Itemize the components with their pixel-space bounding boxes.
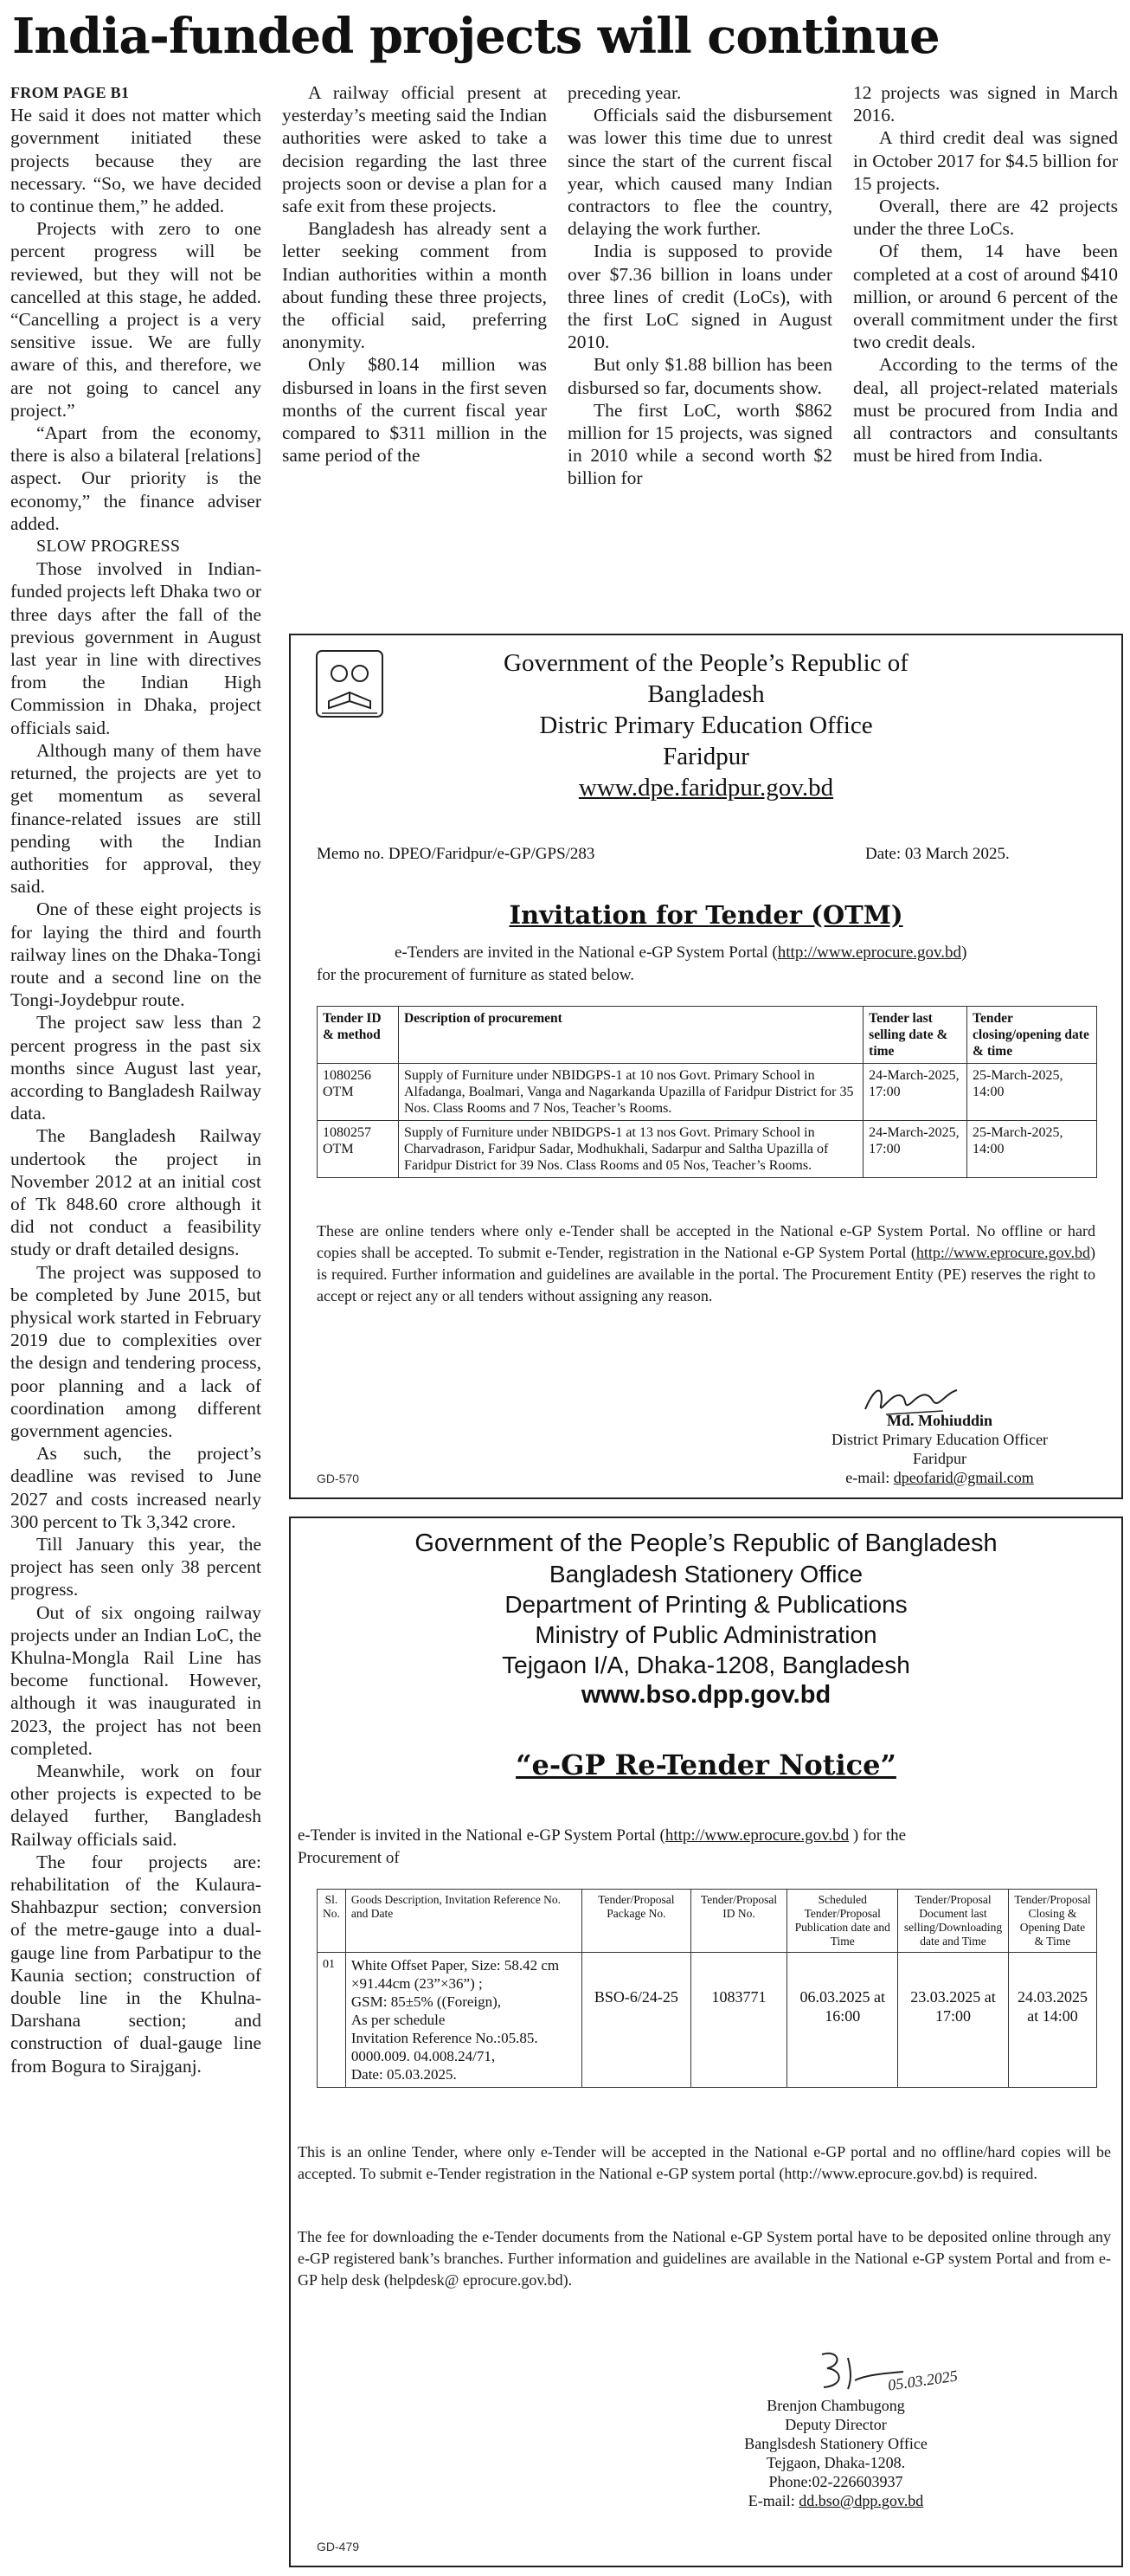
- memo-date: Date: 03 March 2025.: [865, 845, 1010, 863]
- signature-date: 05.03.2025: [886, 2367, 959, 2394]
- note-text: ) is required. Further information and guidelines are available in the portal. The Procurement Entity (PE) reserves the right to accept or reject any or all tenders without assigning any reason.: [317, 1244, 1095, 1304]
- email-line: [706, 2491, 966, 2510]
- tender-intro: [395, 942, 1104, 963]
- intro-text: ): [961, 943, 967, 962]
- column-header: Scheduled Tender/Proposal Publication date and Time: [787, 1890, 898, 1953]
- signatory-title: District Primary Education Officer: [831, 1431, 1049, 1448]
- paragraph: preceding year.: [568, 82, 682, 103]
- description-line: As per schedule: [350, 2012, 446, 2028]
- ad-code: GD-479: [317, 2540, 360, 2553]
- header-line: Bangladesh Stationery Office: [549, 1561, 864, 1587]
- column-header: Tender/Proposal Closing & Opening Date & Time: [1008, 1890, 1096, 1953]
- eprocure-link[interactable]: http://www.eprocure.gov.bd: [665, 1826, 850, 1845]
- website-link[interactable]: www.bso.dpp.gov.bd: [581, 1681, 831, 1709]
- paragraph: According to the terms of the deal, all project-related materials must be procured from India and all contractors and consultants must be hired from India.: [853, 354, 1118, 467]
- paragraph: One of these eight projects is for laying the third and fourth railway lines on the Dhaka-Tongi route and a second line on the Tongi-Joydebpur route.: [10, 898, 261, 1011]
- paragraph: The four projects are: rehabilitation of the Kulaura-Shahbazpur section; conversion of the metre-gauge into a dual-gauge line from Parbatipur to the Kaunia section; construction of double line in the Khulna-Darshana section; and construction of dual-gauge line from Bogura to Sirajganj.: [10, 1851, 261, 2077]
- paragraph: The project saw less than 2 percent progress in the past six months since August last year, according to Bangladesh Railway data.: [10, 1012, 261, 1124]
- closing-cell: 25-March-2025, 14:00: [967, 1064, 1097, 1121]
- paragraph: Till January this year, the project has seen only 38 percent progress.: [10, 1534, 261, 1600]
- header-line: Distric Primary Education Office: [539, 712, 873, 739]
- tender-id: 1080257: [323, 1125, 371, 1140]
- publication-cell: 06.03.2025 at 16:00: [787, 1953, 898, 2088]
- description-line: Invitation Reference No.:05.85. 0000.009. 04.008.24/71,: [350, 2030, 538, 2064]
- email-link[interactable]: dd.bso@dpp.gov.bd: [799, 2492, 924, 2509]
- dateline: FROM PAGE B1: [10, 84, 130, 101]
- header-line: Government of the People’s Republic of: [504, 649, 908, 677]
- signatory-title: Deputy Director: [785, 2416, 887, 2433]
- description-line: Date: 05.03.2025.: [350, 2066, 457, 2083]
- article-column-1: [10, 81, 261, 2077]
- ad-header: [291, 1529, 1121, 1710]
- tender-notice-dpe-faridpur: [289, 634, 1123, 1499]
- eprocure-link[interactable]: http://www.eprocure.gov.bd: [777, 943, 962, 962]
- paragraph: Those involved in Indian-funded projects left Dhaka two or three days after the fall of the previous government in August last year in line with directives from the Indian High Commission in Dhaka, project officials said.: [10, 558, 261, 738]
- ad-code: GD-570: [317, 1472, 360, 1485]
- intro-text: ) for the: [849, 1826, 907, 1845]
- closing-cell: 24.03.2025 at 14:00: [1008, 1953, 1096, 2088]
- note-text: These are online tenders where only e-Tender shall be accepted in the National e-GP System Portal. No offline or hard copies shall be accepted. To submit e-Tender, registration in the National e-GP System Portal (: [317, 1222, 1095, 1261]
- paragraph: Of them, 14 have been completed at a cost of around $410 million, or around 6 percent of the overall commitment under the first two credit deals.: [853, 241, 1118, 353]
- description-cell: Supply of Furniture under NBIDGPS-1 at 10 nos Govt. Primary School in Alfadanga, Boalmari, Vanga and Nagarkanda Upazilla of Faridpur District for 35 Nos. Class Rooms and 7 Nos, Teacher’s Rooms.: [398, 1064, 863, 1121]
- last-selling-cell: 24-March-2025, 17:00: [864, 1121, 967, 1178]
- column-header: Description of procurement: [398, 1007, 863, 1064]
- tender-method: OTM: [323, 1085, 354, 1099]
- signature-block: [706, 2396, 966, 2510]
- paragraph: Out of six ongoing railway projects under an Indian LoC, the Khulna-Mongla Rail Line has become functional. However, although it was inaugurated in 2023, the project has not been completed.: [10, 1601, 261, 1759]
- article-column-3: [568, 81, 832, 490]
- paragraph: Although many of them have returned, the projects are yet to get momentum as several finance-related issues are still pending with the Indian authorities for approval, they said.: [10, 739, 261, 898]
- tender-id-cell: [318, 1121, 399, 1178]
- closing-cell: 25-March-2025, 14:00: [967, 1121, 1097, 1178]
- headline: India-funded projects will continue: [12, 8, 940, 65]
- intro-text: e-Tenders are invited in the National e-GP System Portal (: [395, 943, 778, 962]
- memo-number: Memo no. DPEO/Faridpur/e-GP/GPS/283: [317, 845, 595, 863]
- email-label: E-mail:: [748, 2492, 799, 2509]
- retender-note-2: The fee for downloading the e-Tender documents from the National e-GP System portal have to be deposited online through any e-GP registered bank’s branches. Further information and guidelines are available in the National e-GP system Portal and from e-GP help desk (helpdesk@ eprocure.gov.bd).: [298, 2228, 1111, 2289]
- article-column-2: [282, 81, 547, 467]
- header-line: Tejgaon I/A, Dhaka-1208, Bangladesh: [502, 1652, 910, 1678]
- paragraph: A railway official present at yesterday’s meeting said the Indian authorities were asked to take a decision regarding the last three projects soon or devise a plan for a safe exit from these projects.: [282, 82, 547, 217]
- column-header: Tender/Proposal Document last selling/Downloading date and Time: [898, 1890, 1009, 1953]
- retender-table: [317, 1889, 1097, 2088]
- paragraph: The first LoC, worth $862 million for 15 projects, was signed in 2010 while a second worth $2 billion for: [568, 399, 832, 489]
- paragraph: As such, the project’s deadline was revised to June 2027 and costs increased nearly 300 percent to Tk 3,342 crore.: [10, 1443, 261, 1532]
- description-line: GSM: 85±5% ((Foreign),: [350, 1993, 502, 2010]
- column-header: Tender last selling date & time: [864, 1007, 967, 1064]
- retender-note-1: This is an online Tender, where only e-Tender will be accepted in the National e-GP portal and no offline/hard copies will be accepted. To submit e-Tender registration in the National e-GP system portal (http://www.eprocure.gov.bd) is required.: [298, 2143, 1111, 2182]
- tender-note: [317, 1220, 1095, 1307]
- tender-table: [317, 1006, 1097, 1178]
- description-cell: [345, 1953, 581, 2088]
- paragraph: “Apart from the economy, there is also a bilateral [relations] aspect. Our priority is the economy,” the finance adviser added.: [10, 422, 261, 534]
- column-header: Tender closing/opening date & time: [967, 1007, 1097, 1064]
- tender-intro-line2: for the procurement of furniture as stated below.: [317, 966, 635, 984]
- signatory-place: Faridpur: [913, 1450, 966, 1467]
- header-line: Bangladesh: [647, 680, 765, 708]
- paragraph: Bangladesh has already sent a letter seeking comment from Indian authorities within a month about funding these three projects, the official said, preferring anonymity.: [282, 218, 547, 353]
- paragraph: 12 projects was signed in March 2016.: [853, 82, 1118, 126]
- table-row: [318, 1121, 1097, 1178]
- column-header: Goods Description, Invitation Reference No. and Date: [345, 1890, 581, 1953]
- email-link[interactable]: dpeofarid@gmail.com: [893, 1469, 1034, 1486]
- column-header: Tender/Proposal ID No.: [690, 1890, 787, 1953]
- tender-title: Invitation for Tender (OTM): [509, 900, 903, 930]
- retender-intro-line2: Procurement of: [298, 1849, 400, 1867]
- signature-block: [775, 1411, 1104, 1487]
- header-line: Faridpur: [663, 743, 749, 770]
- ad-header: [291, 647, 1121, 803]
- retender-notice-bso: [289, 1517, 1123, 2567]
- header-line: Department of Printing & Publications: [504, 1591, 908, 1618]
- tender-id-cell: [318, 1064, 399, 1121]
- column-header: Sl. No.: [318, 1890, 346, 1953]
- tender-method: OTM: [323, 1142, 354, 1156]
- table-row: [318, 1953, 1097, 2088]
- table-row: [318, 1064, 1097, 1121]
- column-header: Tender ID & method: [318, 1007, 399, 1064]
- paragraph: The Bangladesh Railway undertook the project in November 2012 at an initial cost of Tk 848.60 crore although it did not conduct a feasibility study or draft detailed designs.: [10, 1125, 261, 1260]
- last-selling-cell: 24-March-2025, 17:00: [864, 1064, 967, 1121]
- paragraph: Overall, there are 42 projects under the three LoCs.: [853, 196, 1118, 240]
- id-cell: 1083771: [690, 1953, 787, 2088]
- signatory-address: Tejgaon, Dhaka-1208.: [766, 2454, 906, 2471]
- signatory-office: Banglsdesh Stationery Office: [744, 2435, 928, 2452]
- package-cell: BSO-6/24-25: [582, 1953, 691, 2088]
- signatory-name: Brenjon Chambugong: [767, 2397, 905, 2414]
- paragraph: He said it does not matter which government initiated these projects because they are necessary. “So, we have decided to continue them,” he added.: [10, 105, 261, 217]
- subhead: SLOW PROGRESS: [36, 537, 181, 557]
- article-column-4: [853, 81, 1118, 467]
- website-link[interactable]: www.dpe.faridpur.gov.bd: [578, 774, 834, 802]
- paragraph: But only $1.88 billion has been disbursed so far, documents show.: [568, 354, 832, 398]
- email-label: e-mail:: [845, 1469, 894, 1486]
- paragraph: A third credit deal was signed in October 2017 for $4.5 billion for 15 projects.: [853, 127, 1118, 194]
- serial-cell: 01: [318, 1953, 346, 2088]
- retender-title: “e-GP Re-Tender Notice”: [516, 1748, 896, 1781]
- eprocure-link[interactable]: http://www.eprocure.gov.bd: [915, 1244, 1090, 1261]
- signatory-name: Md. Mohiuddin: [886, 1412, 993, 1429]
- intro-text: e-Tender is invited in the National e-GP System Portal (: [298, 1826, 665, 1845]
- last-selling-cell: 23.03.2025 at 17:00: [898, 1953, 1009, 2088]
- description-line: White Offset Paper, Size: 58.42 cm ×91.44cm (23”×36”) ;: [350, 1957, 560, 1992]
- paragraph: Only $80.14 million was disbursed in loans in the first seven months of the current fiscal year compared to $311 million in the same period of the: [282, 354, 547, 467]
- table-header-row: [318, 1890, 1097, 1953]
- paragraph: The project was supposed to be completed by June 2015, but physical work started in February 2019 due to complexities over the design and tendering process, poor planning and a lack of coordination among different government agencies.: [10, 1261, 261, 1441]
- column-header: Tender/Proposal Package No.: [582, 1890, 691, 1953]
- retender-intro: [298, 1825, 1111, 1846]
- table-header-row: [318, 1007, 1097, 1064]
- phone: Phone:02-226603937: [768, 2473, 903, 2490]
- tender-id: 1080256: [323, 1068, 371, 1083]
- email-line: [775, 1468, 1104, 1487]
- paragraph: Officials said the disbursement was lower this time due to unrest since the start of the current fiscal year, which caused many Indian contractors to flee the country, delaying the work further.: [568, 105, 832, 240]
- header-line: Ministry of Public Administration: [535, 1621, 877, 1648]
- paragraph: India is supposed to provide over $7.36 billion in loans under three lines of credit (LoCs), with the first LoC signed in August 2010.: [568, 241, 832, 353]
- header-line: Government of the People’s Republic of Bangladesh: [414, 1530, 998, 1557]
- paragraph: Meanwhile, work on four other projects is expected to be delayed further, Bangladesh Railway officials said.: [10, 1761, 261, 1850]
- description-cell: Supply of Furniture under NBIDGPS-1 at 13 nos Govt. Primary School in Charvadrason, Faridpur Sadar, Modhukhali, Sadarpur and Saltha Upazilla of Faridpur District for 39 Nos. Class Rooms and 05 Nos, Teacher’s Rooms.: [398, 1121, 863, 1178]
- paragraph: Projects with zero to one percent progress will be reviewed, but they will not be cancelled at this stage, he added. “Cancelling a project is a very sensitive issue. We are fully aware of this, and therefore, we are not going to cancel any project.”: [10, 218, 261, 421]
